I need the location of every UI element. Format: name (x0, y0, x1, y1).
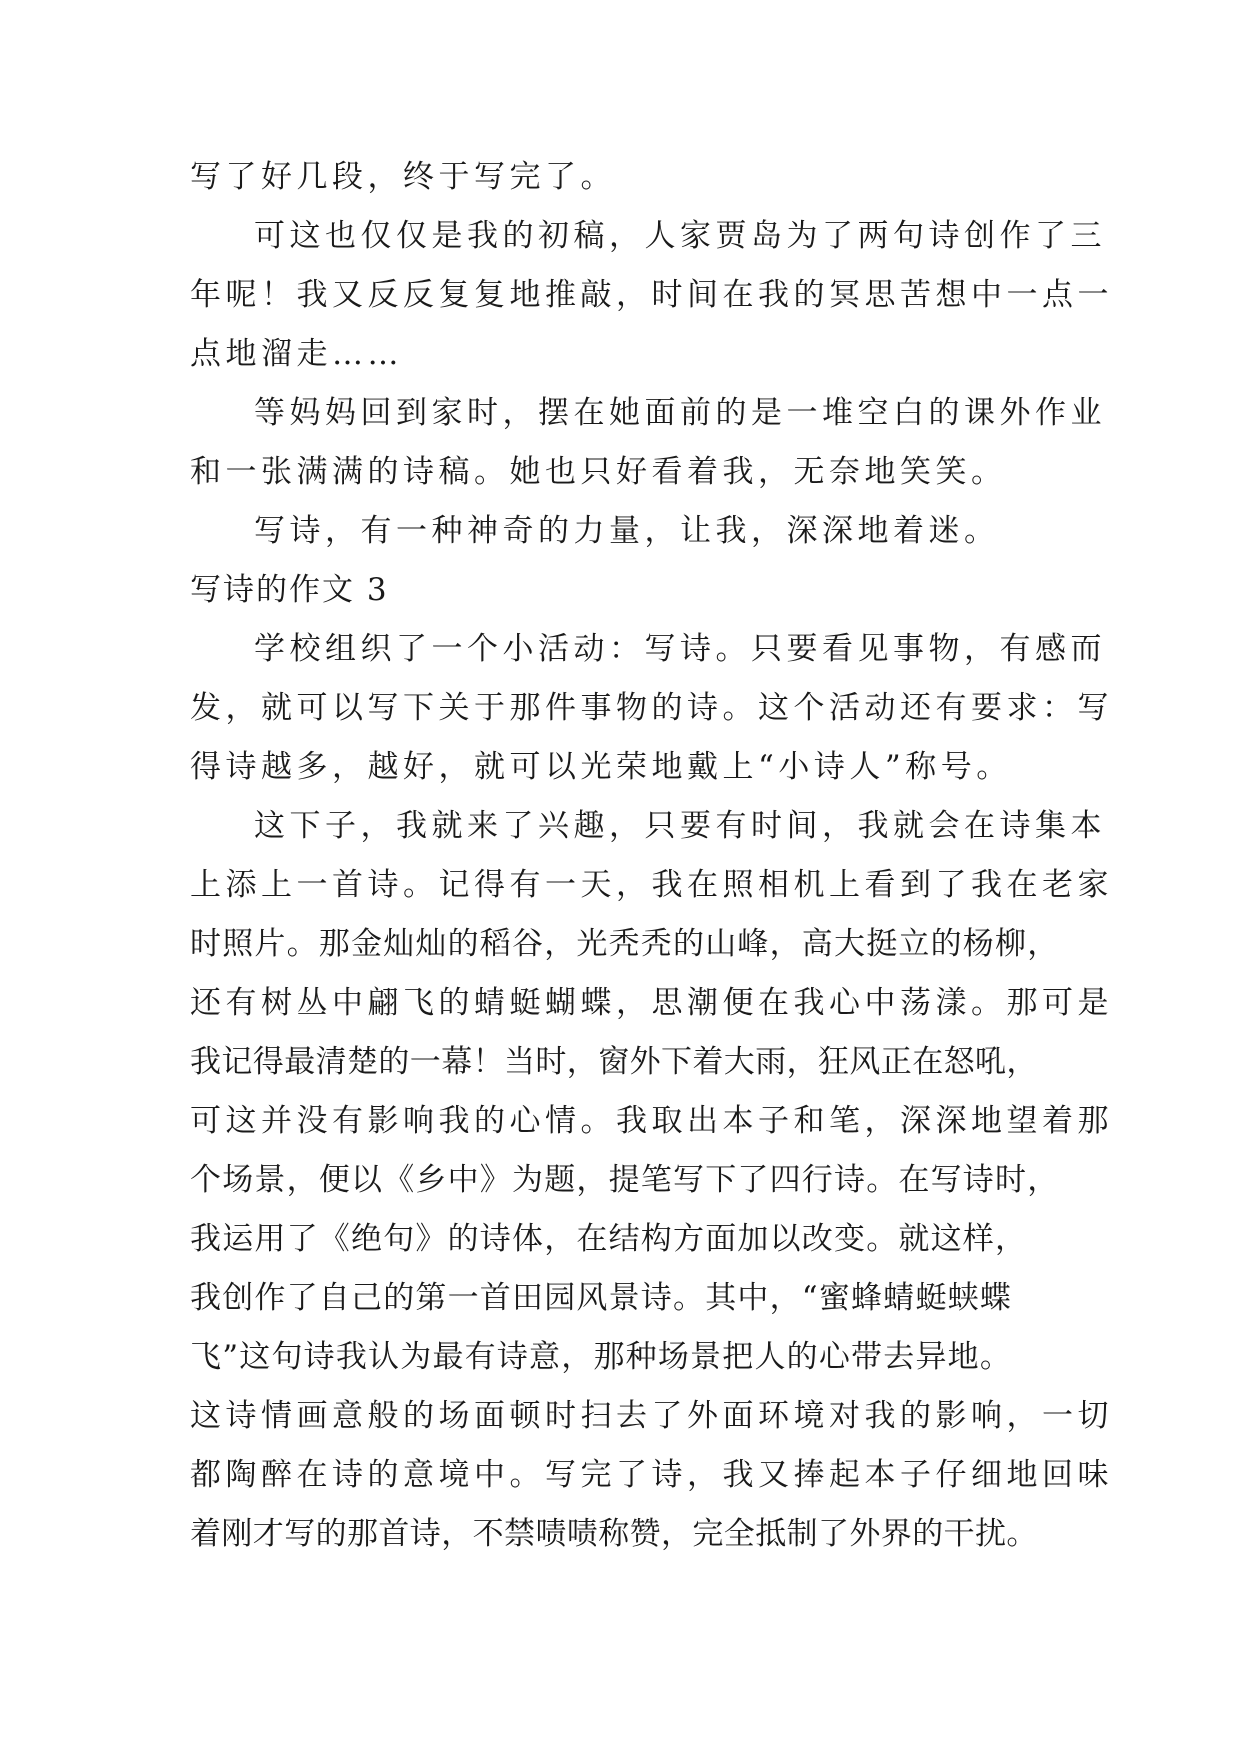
paragraph-first-line: 可这也仅仅是我的初稿，人家贾岛为了两句诗创作了三 (254, 218, 1106, 254)
text-line: 还有树丛中翩飞的蜻蜓蝴蝶，思潮便在我心中荡漾。那可是 (190, 985, 1113, 1021)
text-line: 我记得最清楚的一幕！当时，窗外下着大雨，狂风正在怒吼， (190, 1044, 1038, 1080)
text-line: 和一张满满的诗稿。她也只好看着我，无奈地笑笑。 (190, 454, 1007, 490)
text-line: 我运用了《绝句》的诗体，在结构方面加以改变。就这样， (190, 1221, 1028, 1257)
text-line: 得诗越多，越好，就可以光荣地戴上“小诗人”称号。 (190, 749, 1012, 785)
text-line: 点地溜走…… (190, 336, 403, 372)
paragraph-first-line: 这下子，我就来了兴趣，只要有时间，我就会在诗集本 (254, 808, 1106, 844)
paragraph-first-line: 等妈妈回到家时，摆在她面前的是一堆空白的课外作业 (254, 395, 1106, 431)
text-line: 我创作了自己的第一首田园风景诗。其中，“蜜蜂蜻蜓蛱蝶 (190, 1280, 1013, 1316)
text-line: 可这并没有影响我的心情。我取出本子和笔，深深地望着那 (190, 1103, 1113, 1139)
text-line: 年呢！我又反反复复地推敲，时间在我的冥思苦想中一点一 (190, 277, 1113, 313)
text-line: 个场景，便以《乡中》为题，提笔写下了四行诗。在写诗时， (190, 1162, 1060, 1198)
text-line: 都陶醉在诗的意境中。写完了诗，我又捧起本子仔细地回味 (190, 1457, 1113, 1493)
text-line: 上添上一首诗。记得有一天，我在照相机上看到了我在老家 (190, 867, 1113, 903)
text-line: 着刚才写的那首诗，不禁啧啧称赞，完全抵制了外界的干扰。 (190, 1516, 1038, 1552)
text-line: 发，就可以写下关于那件事物的诗。这个活动还有要求：写 (190, 690, 1113, 726)
paragraph-first-line: 学校组织了一个小活动：写诗。只要看见事物，有感而 (254, 631, 1106, 667)
text-line: 这诗情画意般的场面顿时扫去了外面环境对我的影响，一切 (190, 1398, 1113, 1434)
text-line: 写了好几段，终于写完了。 (190, 159, 616, 195)
text-line: 飞”这句诗我认为最有诗意，那种场景把人的心带去异地。 (190, 1339, 1013, 1375)
paragraph-first-line: 写诗，有一种神奇的力量，让我，深深地着迷。 (254, 513, 1000, 549)
text-line: 时照片。那金灿灿的稻谷，光秃秃的山峰，高大挺立的杨柳， (190, 926, 1060, 962)
section-heading: 写诗的作文 3 (190, 572, 389, 608)
document-body (190, 148, 1113, 1564)
